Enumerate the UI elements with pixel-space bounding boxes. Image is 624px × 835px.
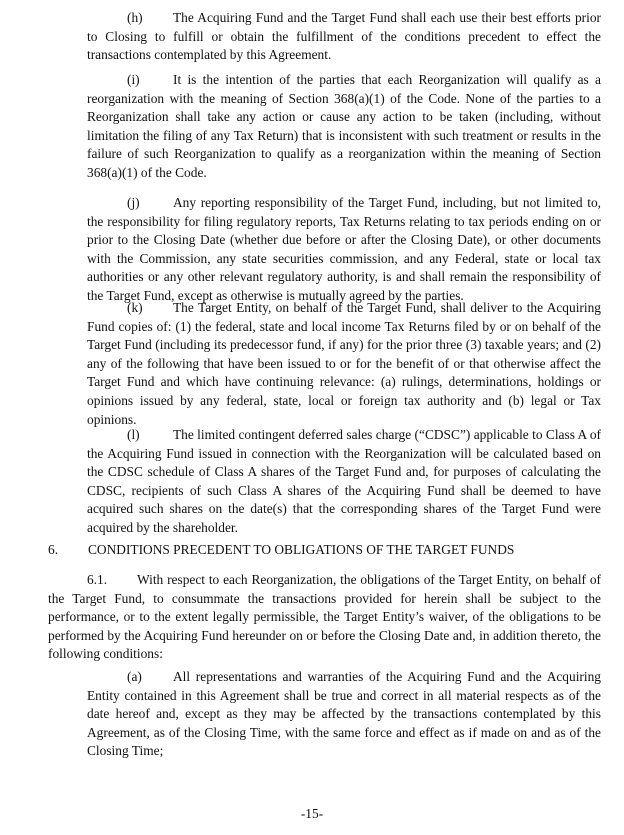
paragraph-label: (j) [127, 195, 140, 210]
paragraph-j [87, 194, 601, 306]
page-number: -15- [300, 806, 324, 821]
condition-a [87, 668, 601, 761]
paragraph-label: (l) [127, 427, 140, 442]
paragraph-text: The Target Entity, on behalf of the Target Fund, shall deliver to the Acquiring Fund copies of: (1) the federal, state and local income Tax Returns filed by or on behalf of the Target Fund (including its predecessor fund, if any) for the prior three (3) taxable years; and (2) any of the following that have been issued to or for the benefit of or that otherwise affect the Target Fund and which have continuing relevance: (a) rulings, determinations, holdings or opinions issued by any federal, state, local or foreign tax authority and (b) legal or Tax opinions. [87, 300, 601, 427]
paragraph-l [87, 426, 601, 538]
paragraph-text: The limited contingent deferred sales charge (“CDSC”) applicable to Class A of the Acquiring Fund issued in connection with the Reorganization will be calculated based on the CDSC schedule of Class A shares of the Target Fund and, for purposes of calculating the CDSC, recipients of such Class A shares of the Acquiring Fund shall be deemed to have acquired such shares on the date(s) that the corresponding shares of the Target Fund were acquired by the shareholder. [87, 427, 601, 535]
paragraph-label: (i) [127, 72, 140, 87]
paragraph-label: (k) [127, 300, 143, 315]
paragraph-h [87, 9, 601, 65]
section-title: CONDITIONS PRECEDENT TO OBLIGATIONS OF THE TARGET FUNDS [88, 542, 515, 557]
paragraph-text: It is the intention of the parties that each Reorganization will qualify as a reorganization with the meaning of Section 368(a)(1) of the Code. None of the parties to a Reorganization shall take any action or cause any action to be taken (including, without limitation the filing of any Tax Return) that is inconsistent with such treatment or results in the failure of such Reorganization to qualify as a reorganization within the meaning of Section 368(a)(1) of the Code. [87, 72, 601, 180]
condition-text: All representations and warranties of the Acquiring Fund and the Acquiring Entity contained in this Agreement shall be true and correct in all material respects as of the date hereof and, except as they may be affected by the transactions contemplated by this Agreement, as of the Closing Time, with the same force and effect as if made on and as of the Closing Time; [87, 669, 601, 759]
paragraph-label: (h) [127, 10, 143, 25]
subsection-text: With respect to each Reorganization, the obligations of the Target Entity, on behalf of the Target Fund, to consummate the transactions provided for herein shall be subject to the performance, or to the extent legally permissible, the Target Entity’s waiver, of the obligations to be performed by the Acquiring Fund hereunder on or before the Closing Date and, in addition thereto, the following conditions: [48, 572, 601, 662]
paragraph-text: The Acquiring Fund and the Target Fund shall each use their best efforts prior to Closing to fulfill or obtain the fulfillment of the conditions precedent to effect the transactions contemplated by this Agreement. [87, 10, 601, 63]
subsection-6-1 [48, 571, 601, 664]
section-number: 6. [48, 542, 59, 557]
condition-label: (a) [127, 669, 142, 684]
subsection-label: 6.1. [87, 572, 108, 587]
paragraph-i [87, 71, 601, 183]
paragraph-k [87, 299, 601, 429]
paragraph-text: Any reporting responsibility of the Target Fund, including, but not limited to, the responsibility for filing regulatory reports, Tax Returns relating to tax periods ending on or prior to the Closing Date (whether due before or after the Closing Date), or other documents with the Commission, any state securities commission, and any Federal, state or local tax authorities or any other relevant regulatory authority, is and shall remain the responsibility of the Target Fund, except as otherwise is mutually agreed by the parties. [87, 195, 601, 303]
section-heading [48, 541, 608, 560]
